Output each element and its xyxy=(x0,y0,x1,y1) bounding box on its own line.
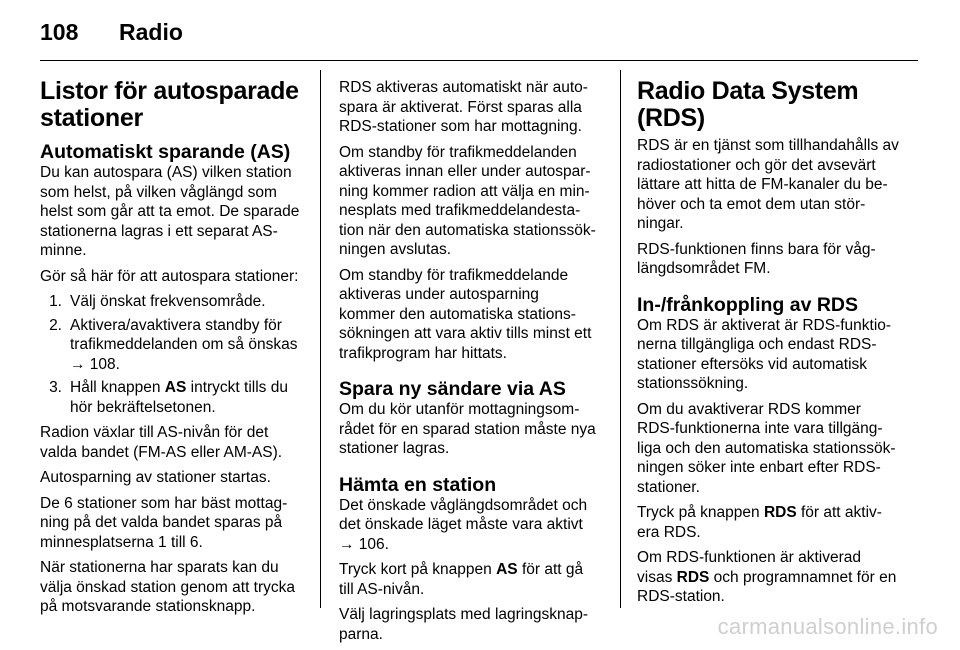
paragraph: RDS är en tjänst som tillhandahålls av radiostationer och gör det avsevärt lättare att hitta de FM-kanaler du be- höver och ta emot dem utan stör- ningar. xyxy=(637,137,899,232)
section-title: Radio xyxy=(119,19,183,45)
column-3 xyxy=(637,78,920,613)
paragraph: Autosparning av stationer startas. xyxy=(40,469,271,486)
button-name: RDS xyxy=(676,568,710,586)
paragraph: Tryck kort på knappen AS för att gå till AS-nivån. xyxy=(339,561,584,598)
column-divider xyxy=(620,70,621,608)
column-divider xyxy=(320,70,321,608)
page-reference[interactable]: → 108. xyxy=(70,355,120,373)
button-name: RDS xyxy=(763,504,797,521)
watermark: carmanualsonline.info xyxy=(717,614,938,639)
paragraph: Välj lagringsplats med lagringsknap- parna. xyxy=(339,606,588,643)
paragraph: Om du kör utanför mottagningsom- rådet för en sparad station måste nya stationer lagras. xyxy=(339,401,596,457)
button-name: AS xyxy=(496,561,518,578)
section-heading-rds: Radio Data System (RDS) xyxy=(637,77,859,132)
subheading-store-station: Spara ny sändare via AS xyxy=(339,378,566,400)
section-heading: Listor för autosparade stationer xyxy=(40,77,299,132)
paragraph: Gör så här för att autospara stationer: xyxy=(40,267,299,285)
page-reference[interactable]: → 106. xyxy=(339,535,389,553)
paragraph: När stationerna har sparats kan du välja önskad station genom att trycka på motsvarande stationsknapp. xyxy=(40,559,296,615)
paragraph: Du kan autospara (AS) vilken station som helst, på vilken våglängd som helst som går att ta emot. De sparade stationerna lagras i ett separat AS- minne. xyxy=(40,164,300,259)
column-1 xyxy=(40,78,308,623)
paragraph: Tryck på knappen RDS för att aktiv- era RDS. xyxy=(637,504,882,541)
list-item: 1. Välj önskat frekvensområde. xyxy=(49,293,266,310)
page-number: 108 xyxy=(40,19,79,45)
list-item: 3. Håll knappen AS intryckt tills du hör bekräftelsetonen. xyxy=(49,379,288,416)
paragraph: Om RDS är aktiverat är RDS-funktio- nerna tillgängliga och endast RDS- stationer eftersöks vid automatisk stationssökning. xyxy=(637,316,892,392)
list-item: 2. Aktivera/avaktivera standby för trafikmeddelanden om så önskas → 108. xyxy=(49,316,298,373)
button-name: AS xyxy=(164,379,187,396)
page-header xyxy=(40,14,918,61)
subheading-rds-toggle: In-/frånkoppling av RDS xyxy=(637,293,859,316)
subheading-as: Automatiskt sparande (AS) xyxy=(40,141,291,163)
subheading-fetch-station: Hämta en station xyxy=(339,473,497,496)
paragraph: Om standby för trafikmeddelande aktiveras under autosparning kommer den automatiska stations- sökningen att vara aktiv tills minst ett trafikprogram har hittats. xyxy=(339,266,592,362)
paragraph: RDS aktiveras automatiskt när auto- spara är aktiverat. Först sparas alla RDS-stationer som har mottagning. xyxy=(339,79,588,135)
paragraph: Om du avaktiverar RDS kommer RDS-funktionerna inte vara tillgäng- liga och den automatiska stationssök- ningen söker inte enbart efter RDS- stationer. xyxy=(637,400,896,496)
paragraph: RDS-funktionen finns bara för våg- längdsområdet FM. xyxy=(637,240,876,277)
paragraph: De 6 stationer som har bäst mottag- ning på det valda bandet sparas på minnesplatserna 1 till 6. xyxy=(40,494,288,551)
paragraph: Om standby för trafikmeddelanden aktiveras innan eller under autospar- ning kommer radion att välja en min- nesplats med trafikmeddelandesta- tion när den automatiska stationssök- ningen avslutas. xyxy=(339,143,596,258)
paragraph: Om RDS-funktionen är aktiverad visas RDS och programnamnet för en RDS-station. xyxy=(637,549,897,605)
steps-list xyxy=(40,292,308,417)
paragraph: Radion växlar till AS-nivån för det valda bandet (FM-AS eller AM-AS). xyxy=(40,424,283,461)
paragraph: Det önskade våglängdsområdet och det önskade läget måste vara aktivt → 106. xyxy=(339,496,607,555)
column-2 xyxy=(339,78,607,650)
